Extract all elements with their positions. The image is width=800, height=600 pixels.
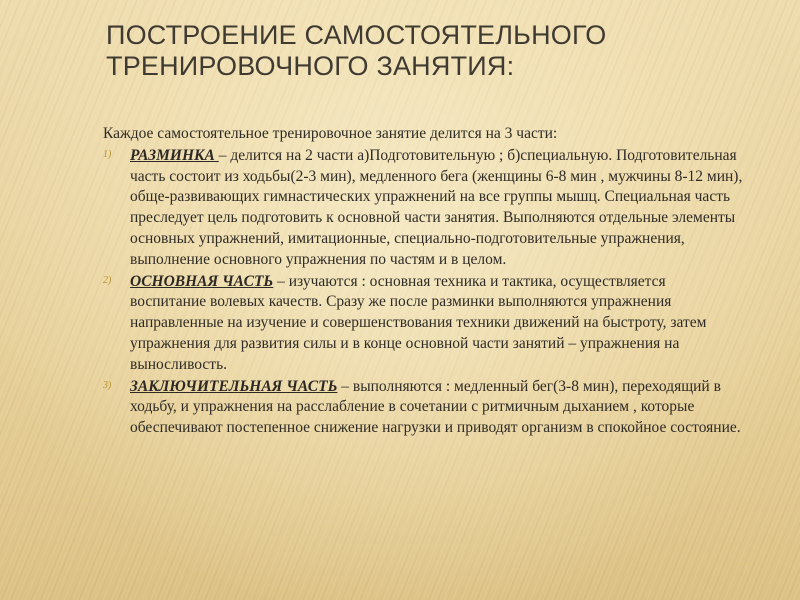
- bullet-marker: 1): [103, 148, 112, 160]
- slide-body: [103, 124, 743, 440]
- item-text: – делится на 2 части а)Подготовительную ; б)специальную. Подготовительная часть состоит из ходьбы(2-3 мин), медленного бега (женщины 6-8 мин , мужчины 8-12 мин), обще-развивающих гимнастических упражнений на все группы мышц. Специальная часть преследует цель подготовить к основной части занятия. Выполняются отдельные элементы основных упражнений, имитационные, специально-подготовительные упражнения, выполнение основного упражнения по частям и в целом.: [130, 146, 743, 268]
- item-text: – изучаются : основная техника и тактика, осуществляется воспитание волевых качеств. Сразу же после разминки выполняются упражнения направленные на изучение и совершенствования техники движений на быстроту, затем упражнения для развития силы и в конце основной части занятий – упражнения на выносливость.: [130, 272, 707, 373]
- list-item-warmup: [103, 146, 743, 271]
- bullet-marker: 2): [103, 274, 112, 286]
- bullet-marker: 3): [103, 379, 112, 391]
- item-heading: ЗАКЛЮЧИТЕЛЬНАЯ ЧАСТЬ: [130, 377, 338, 395]
- item-text: – выполняются : медленный бег(3-8 мин), переходящий в ходьбу, и упражнения на расслабление в сочетании с ритмичным дыханием , которые обеспечивают постепенное снижение нагрузки и приводят организм в спокойное состояние.: [130, 377, 741, 437]
- parts-list: [103, 146, 743, 439]
- list-item-final-part: [103, 377, 743, 439]
- slide-title: ПОСТРОЕНИЕ САМОСТОЯТЕЛЬНОГО ТРЕНИРОВОЧНОГО ЗАНЯТИЯ:: [106, 20, 607, 81]
- intro-text: Каждое самостоятельное тренировочное занятие делится на 3 части:: [103, 125, 558, 142]
- item-heading: ОСНОВНАЯ ЧАСТЬ: [130, 272, 274, 290]
- list-item-main-part: [103, 272, 743, 376]
- item-heading: РАЗМИНКА: [130, 146, 219, 164]
